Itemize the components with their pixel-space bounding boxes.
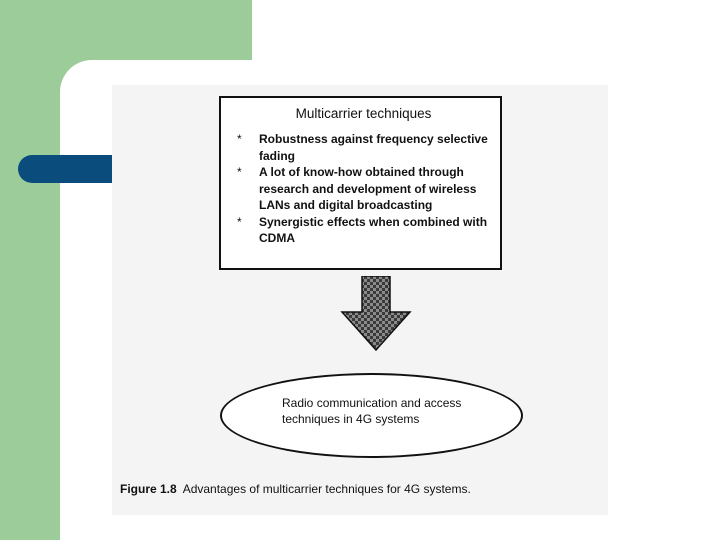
caption-text: Advantages of multicarrier techniques for 4G systems. (182, 482, 471, 496)
list-item (237, 214, 490, 247)
list-item (237, 164, 490, 214)
multicarrier-box (219, 96, 502, 270)
figure-caption (120, 482, 471, 496)
bullet-asterisk: * (237, 214, 242, 229)
caption-label: Figure 1.8 (120, 482, 177, 496)
ellipse-label: Radio communication and access techniques in 4G systems (282, 396, 462, 426)
4g-systems-ellipse (220, 373, 523, 458)
list-item (237, 131, 490, 164)
list-item-text: A lot of know-how obtained through research and development of wireless LANs and digital broadcasting (259, 165, 477, 212)
down-arrow-icon (340, 276, 412, 352)
bullet-asterisk: * (237, 132, 242, 146)
bullet-asterisk: * (237, 165, 242, 179)
list-item-text: Synergistic effects when combined with CDMA (259, 214, 488, 245)
list-item-text: Robustness against frequency selective fading (259, 132, 488, 163)
advantages-list (237, 131, 490, 247)
box-title: Multicarrier techniques (295, 106, 432, 121)
blue-accent-bar (18, 155, 118, 183)
